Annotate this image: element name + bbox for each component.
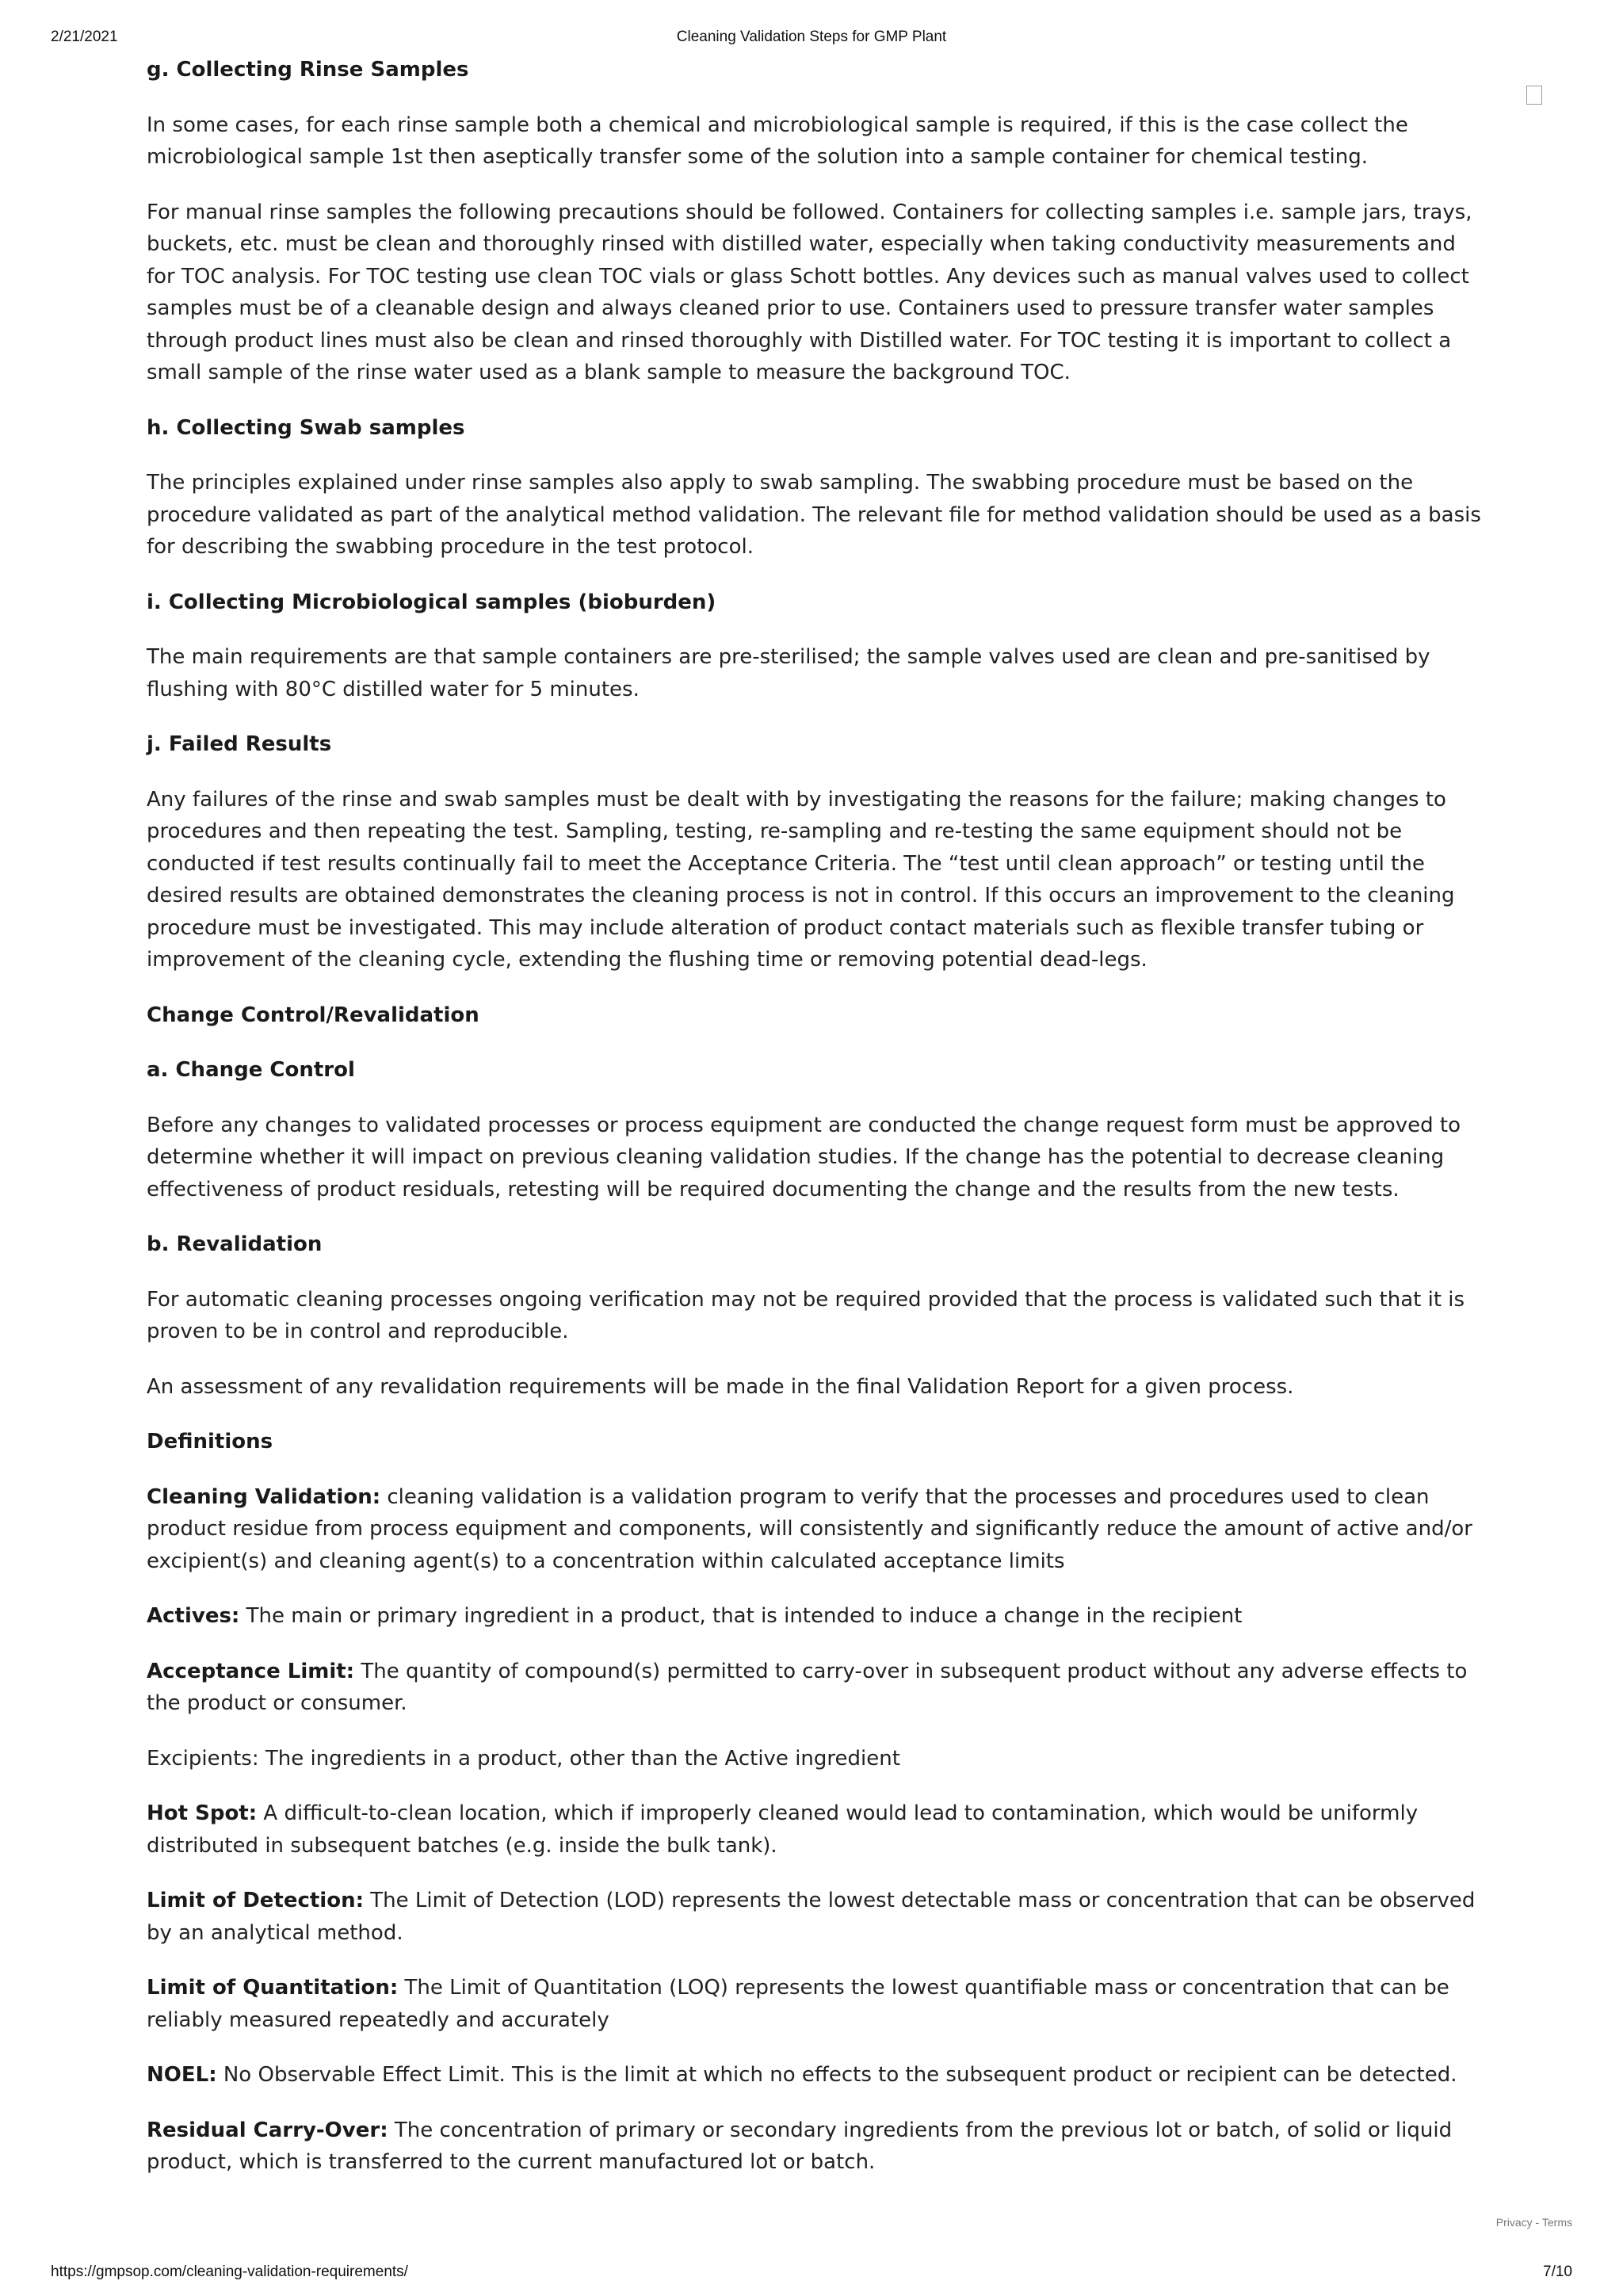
definition-text: The quantity of compound(s) permitted to carry-over in subsequent product without any adverse effects to the product or consumer. (147, 1659, 1468, 1715)
section-heading-h: h. Collecting Swab samples (147, 415, 465, 440)
definition-item (147, 1797, 1487, 1862)
print-page-title: Cleaning Validation Steps for GMP Plant (676, 29, 947, 45)
section-j-paragraph-1: Any failures of the rinse and swab samples must be dealt with by investigating the reasons for the failure; making changes to procedures and then repeating the test. Sampling, testing, re-sampling and re-testing the same equipment should not be conducted if test results continually fail to meet the Acceptance Criteria. The “test until clean approach” or testing until the desired results are obtained demonstrates the cleaning process is not in control. If this occurs an improvement to the cleaning procedure must be investigated. This may include alteration of product contact materials such as flexible transfer tubing or improvement of the cleaning cycle, extending the flushing time or removing potential dead-legs. (147, 787, 1455, 972)
definition-term: NOEL: (147, 2063, 217, 2087)
definition-text: The Limit of Quantitation (LOQ) represents the lowest quantifiable mass or concentration that can be reliably measured repeatedly and accurately (147, 1976, 1449, 2032)
print-url: https://gmpsop.com/cleaning-validation-requirements/ (51, 2264, 408, 2280)
section-i-paragraph-1: The main requirements are that sample containers are pre-sterilised; the sample valves used are clean and pre-sanitised by flushing with 80°C distilled water for 5 minutes. (147, 645, 1430, 701)
page-number: 7/10 (1543, 2264, 1572, 2280)
privacy-link[interactable]: Privacy (1495, 2216, 1533, 2229)
print-header (51, 29, 1572, 49)
section-h-paragraph-1: The principles explained under rinse samples also apply to swab sampling. The swabbing procedure must be based on the procedure validated as part of the analytical method validation. The relevant file for method validation should be used as a basis for describing the swabbing procedure in the test protocol. (147, 471, 1481, 559)
change-control-paragraph: Before any changes to validated processes or process equipment are conducted the change request form must be approved to determine whether it will impact on previous cleaning validation studies. If the change has the potential to decrease cleaning effectiveness of product residuals, retesting will be required documenting the change and the results from the new tests. (147, 1113, 1461, 1201)
terms-link[interactable]: Terms (1541, 2216, 1572, 2229)
section-heading-i: i. Collecting Microbiological samples (bioburden) (147, 590, 716, 614)
definition-text: Excipients: The ingredients in a product, other than the Active ingredient (147, 1746, 900, 1771)
definition-text: The main or primary ingredient in a product, that is intended to induce a change in the recipient (239, 1604, 1243, 1628)
link-separator: - (1532, 2216, 1542, 2229)
definition-item (147, 1600, 1487, 1633)
section-heading-change-control: Change Control/Revalidation (147, 1003, 479, 1027)
definition-text: No Observable Effect Limit. This is the limit at which no effects to the subsequent product or recipient can be detected. (216, 2063, 1457, 2087)
section-heading-definitions: Definitions (147, 1430, 273, 1454)
section-heading-g: g. Collecting Rinse Samples (147, 58, 469, 82)
definition-item (147, 1743, 1487, 1775)
definition-item (147, 1885, 1487, 1949)
subheading-change-control: a. Change Control (147, 1058, 355, 1082)
definition-term: Residual Carry-Over: (147, 2118, 388, 2142)
definition-item (147, 2115, 1487, 2179)
subheading-revalidation: b. Revalidation (147, 1232, 323, 1256)
definition-text: A difficult-to-clean location, which if improperly cleaned would lead to contamination, which would be uniformly distributed in subsequent batches (e.g. inside the bulk tank). (147, 1801, 1419, 1858)
definition-text: The concentration of primary or secondary ingredients from the previous lot or batch, of solid or liquid product, which is transferred to the current manufactured lot or batch. (147, 2118, 1453, 2174)
recaptcha-links (1496, 2216, 1572, 2229)
section-heading-j: j. Failed Results (147, 732, 332, 756)
revalidation-paragraph-1: For automatic cleaning processes ongoing verification may not be required provided that the process is validated such that it is proven to be in control and reproducible. (147, 1287, 1465, 1343)
print-date: 2/21/2021 (51, 29, 118, 45)
article-content (147, 54, 1487, 2202)
definition-term: Limit of Detection: (147, 1889, 364, 1912)
revalidation-paragraph-2: An assessment of any revalidation requirements will be made in the final Validation Report for a given process. (147, 1374, 1294, 1399)
print-footer (51, 2264, 1572, 2283)
definition-item (147, 1481, 1487, 1578)
section-g-paragraph-1: In some cases, for each rinse sample both a chemical and microbiological sample is required, if this is the case collect the microbiological sample 1st then aseptically transfer some of the solution into a sample container for chemical testing. (147, 113, 1408, 169)
definition-term: Limit of Quantitation: (147, 1976, 399, 2000)
definition-text: The Limit of Detection (LOD) represents the lowest detectable mass or concentration that can be observed by an analytical method. (147, 1889, 1476, 1945)
definition-text: cleaning validation is a validation program to verify that the processes and procedures used to clean product residue from process equipment and components, will consistently and significantly reduce the amount of active and/or excipient(s) and cleaning agent(s) to a concentration within calculated acceptance limits (147, 1484, 1472, 1573)
definition-item (147, 2059, 1487, 2092)
definition-term: Acceptance Limit: (147, 1659, 355, 1683)
section-g-paragraph-2: For manual rinse samples the following precautions should be followed. Containers for collecting samples i.e. sample jars, trays, buckets, etc. must be clean and thoroughly rinsed with distilled water, especially when taking conductivity measurements and for TOC analysis. For TOC testing use clean TOC vials or glass Schott bottles. Any devices such as manual valves used to collect samples must be of a cleanable design and always cleaned prior to use. Containers used to pressure transfer water samples through product lines must also be clean and rinsed thoroughly with Distilled water. For TOC testing it is important to collect a small sample of the rinse water used as a blank sample to measure the background TOC. (147, 200, 1472, 384)
definition-item (147, 1972, 1487, 2036)
definition-term: Actives: (147, 1604, 240, 1628)
checkbox-icon (1526, 86, 1542, 105)
definition-term: Cleaning Validation: (147, 1484, 381, 1509)
definition-term: Hot Spot: (147, 1801, 258, 1825)
definition-item (147, 1656, 1487, 1720)
